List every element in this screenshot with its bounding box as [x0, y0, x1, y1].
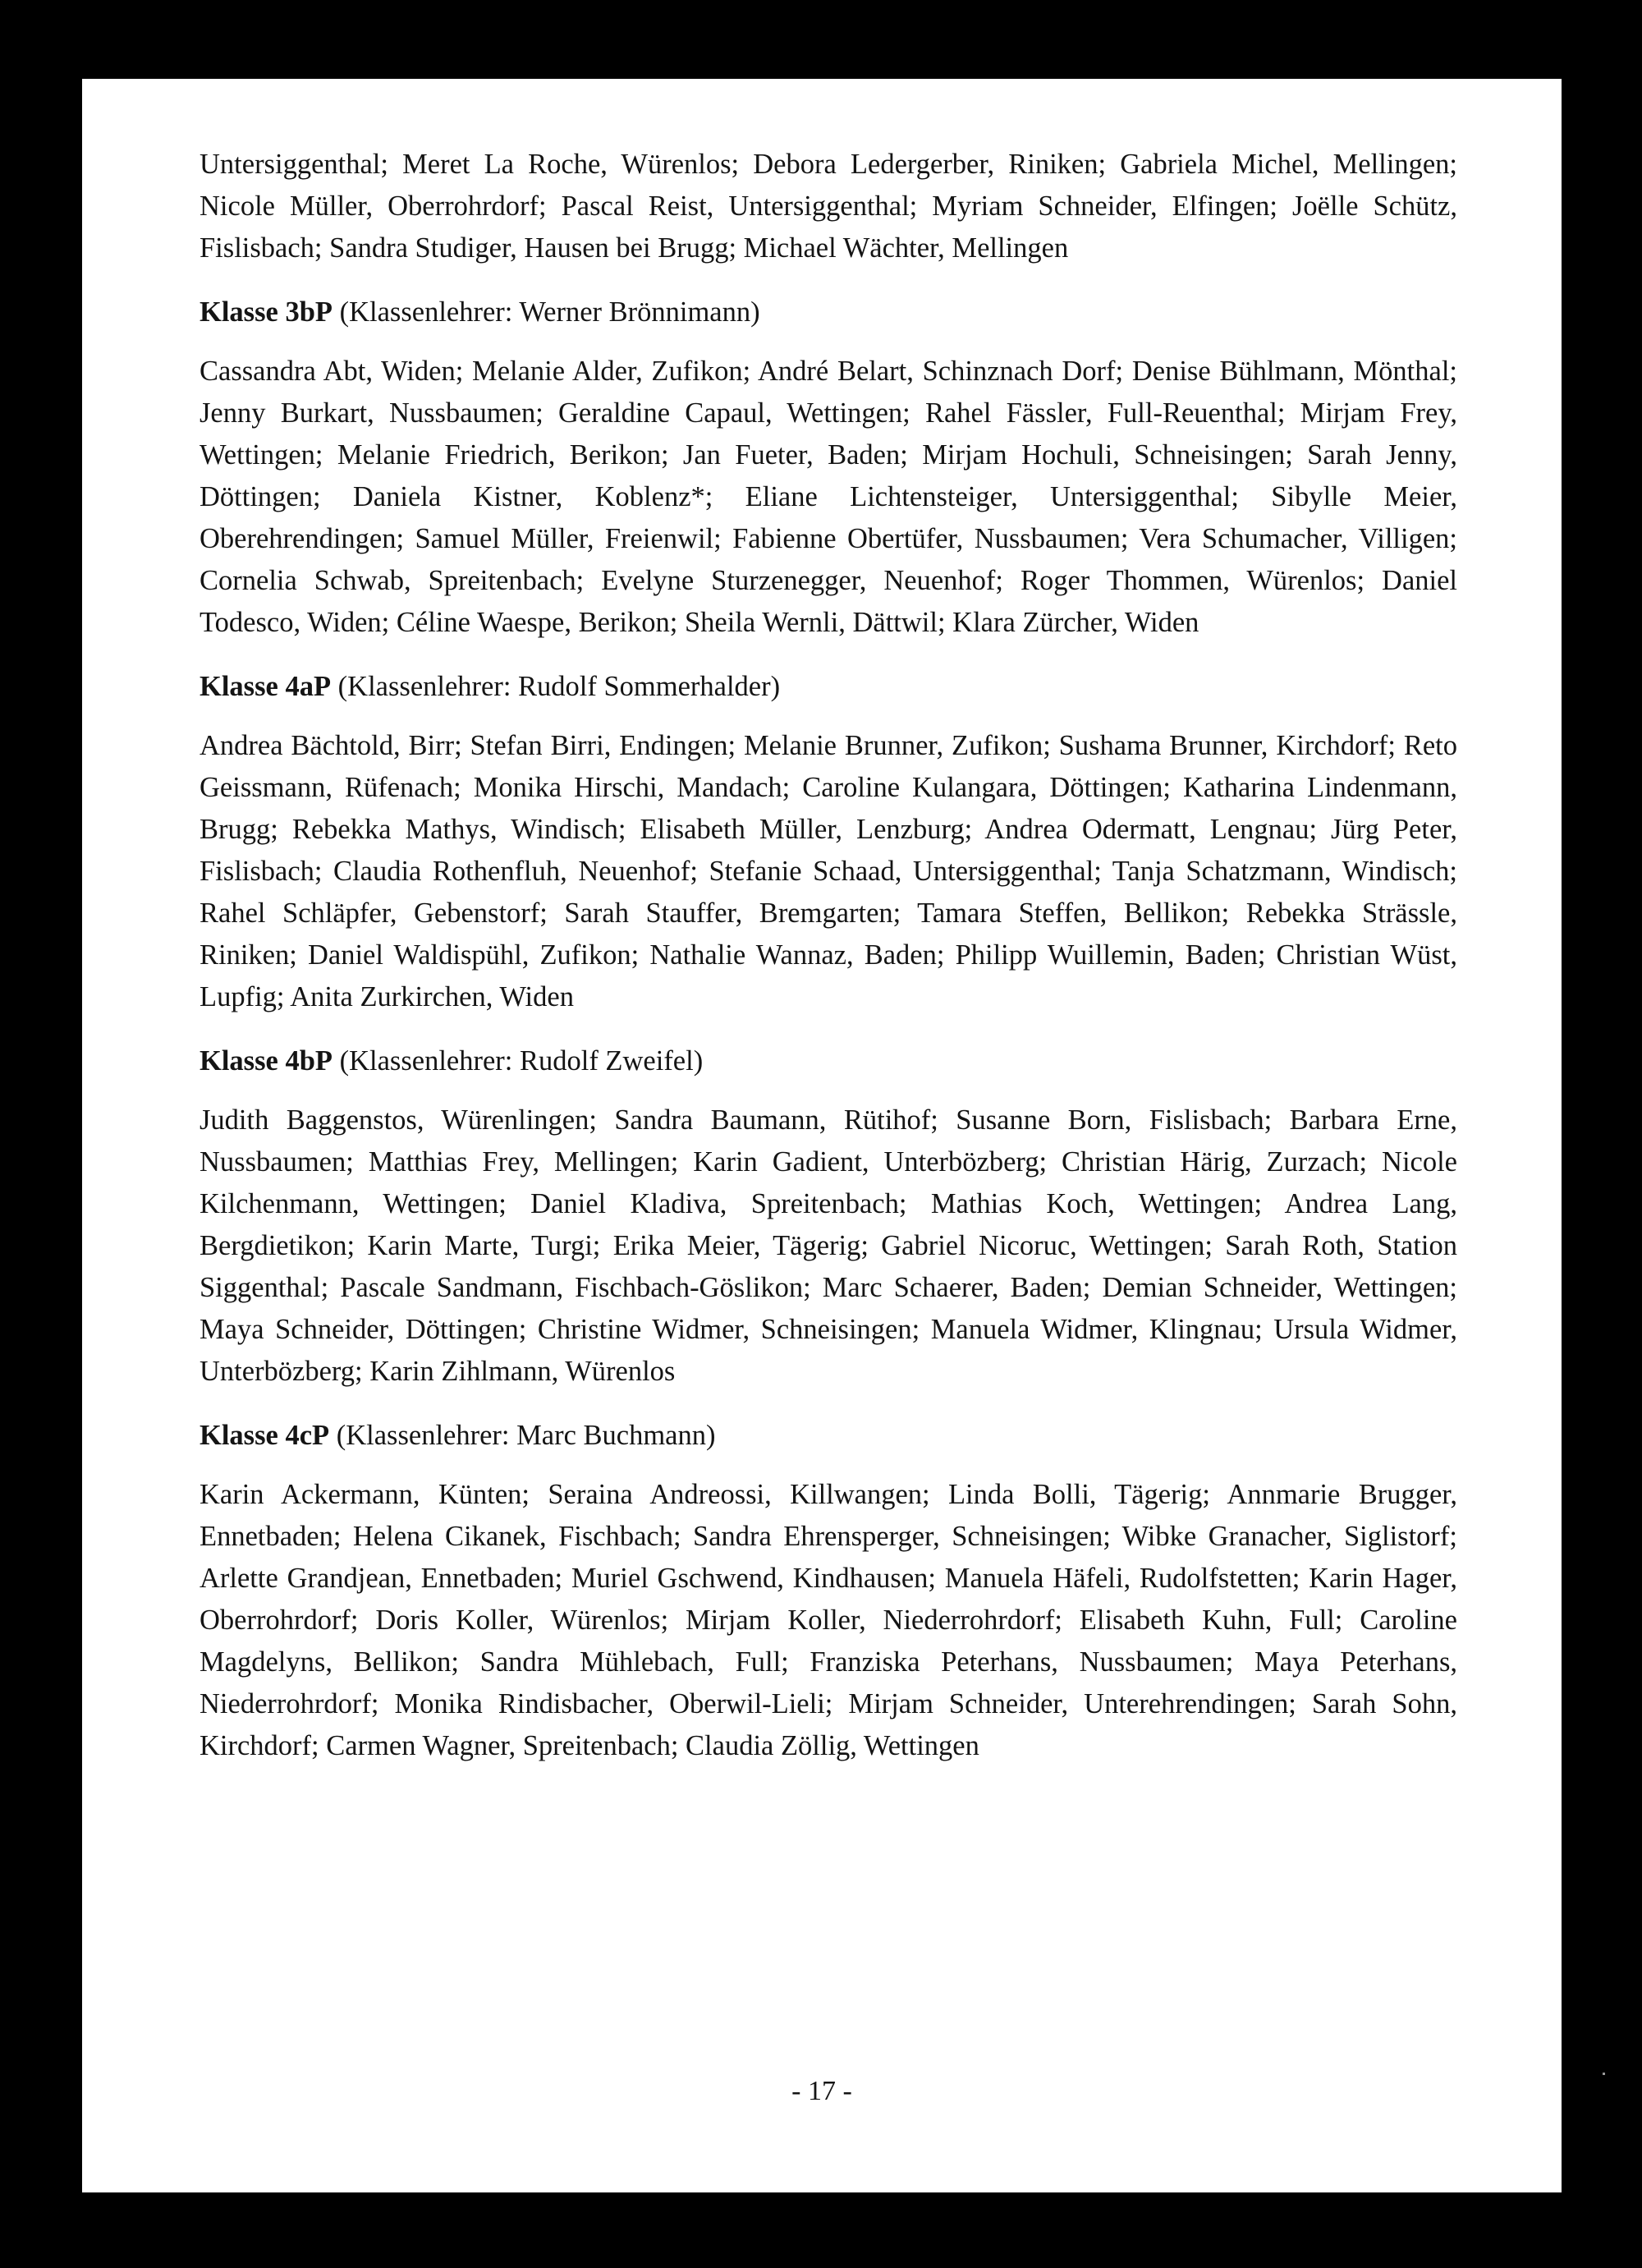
class-4bp-students: Judith Baggenstos, Würenlingen; Sandra Baumann, Rütihof; Susanne Born, Fislisbach; Barbara Erne, Nussbaumen; Matthias Frey, Mellingen; Karin Gadient, Unterbözberg; Christian Härig, Zurzach; Nicole Kilchenmann, Wettingen; Daniel Kladiva, Spreitenbach; Mathias Koch, Wettingen; Andrea Lang, Bergdietikon; Karin Marte, Turgi; Erika Meier, Tägerig; Gabriel Nicoruc, Wettingen; Sarah Roth, Station Siggenthal; Pascale Sandmann, Fischbach-Göslikon; Marc Schaerer, Baden; Demian Schneider, Wettingen; Maya Schneider, Döttingen; Christine Widmer, Schneisingen; Manuela Widmer, Klingnau; Ursula Widmer, Unterbözberg; Karin Zihlmann, Würenlos: [200, 1104, 1457, 1387]
class-name: Klasse 4bP: [200, 1045, 333, 1077]
class-teacher: (Klassenlehrer: Werner Brönnimann): [339, 296, 760, 328]
class-4bp-heading: [200, 1040, 1457, 1082]
class-3bp-students: Cassandra Abt, Widen; Melanie Alder, Zufikon; André Belart, Schinznach Dorf; Denise Bühlmann, Mönthal; Jenny Burkart, Nussbaumen; Geraldine Capaul, Wettingen; Rahel Fässler, Full-Reuenthal; Mirjam Frey, Wettingen; Melanie Friedrich, Berikon; Jan Fueter, Baden; Mirjam Hochuli, Schneisingen; Sarah Jenny, Döttingen; Daniela Kistner, Koblenz*; Eliane Lichtensteiger, Untersiggenthal; Sibylle Meier, Oberehrendingen; Samuel Müller, Freienwil; Fabienne Obertüfer, Nussbaumen; Vera Schumacher, Villigen; Cornelia Schwab, Spreitenbach; Evelyne Sturzenegger, Neuenhof; Roger Thommen, Würenlos; Daniel Todesco, Widen; Céline Waespe, Berikon; Sheila Wernli, Dättwil; Klara Zürcher, Widen: [200, 356, 1457, 638]
class-4cp-heading: [200, 1415, 1457, 1457]
page-content: [200, 144, 1457, 1767]
class-teacher: (Klassenlehrer: Marc Buchmann): [336, 1420, 716, 1451]
class-4cp-students: Karin Ackermann, Künten; Seraina Andreossi, Killwangen; Linda Bolli, Tägerig; Annmarie Brugger, Ennetbaden; Helena Cikanek, Fischbach; Sandra Ehrensperger, Schneisingen; Wibke Granacher, Siglistorf; Arlette Grandjean, Ennetbaden; Muriel Gschwend, Kindhausen; Manuela Häfeli, Rudolfstetten; Karin Hager, Oberrohrdorf; Doris Koller, Würenlos; Mirjam Koller, Niederrohrdorf; Elisabeth Kuhn, Full; Caroline Magdelyns, Bellikon; Sandra Mühlebach, Full; Franziska Peterhans, Nussbaumen; Maya Peterhans, Niederrohrdorf; Monika Rindisbacher, Oberwil-Lieli; Mirjam Schneider, Unterehrendingen; Sarah Sohn, Kirchdorf; Carmen Wagner, Spreitenbach; Claudia Zöllig, Wettingen: [200, 1479, 1457, 1761]
class-teacher: (Klassenlehrer: Rudolf Zweifel): [339, 1045, 704, 1077]
class-3bp-heading: [200, 292, 1457, 333]
document-page: [82, 79, 1562, 2192]
scan-speck: [1603, 2073, 1605, 2075]
class-name: Klasse 4cP: [200, 1420, 330, 1451]
page-number: - 17 -: [791, 2076, 852, 2106]
class-name: Klasse 4aP: [200, 671, 332, 702]
class-4ap-students: Andrea Bächtold, Birr; Stefan Birri, Endingen; Melanie Brunner, Zufikon; Sushama Brunner, Kirchdorf; Reto Geissmann, Rüfenach; Monika Hirschi, Mandach; Caroline Kulangara, Döttingen; Katharina Lindenmann, Brugg; Rebekka Mathys, Windisch; Elisabeth Müller, Lenzburg; Andrea Odermatt, Lengnau; Jürg Peter, Fislisbach; Claudia Rothenfluh, Neuenhof; Stefanie Schaad, Untersiggenthal; Tanja Schatzmann, Windisch; Rahel Schläpfer, Gebenstorf; Sarah Stauffer, Bremgarten; Tamara Steffen, Bellikon; Rebekka Strässle, Riniken; Daniel Waldispühl, Zufikon; Nathalie Wannaz, Baden; Philipp Wuillemin, Baden; Christian Wüst, Lupfig; Anita Zurkirchen, Widen: [200, 730, 1457, 1012]
class-name: Klasse 3bP: [200, 296, 333, 328]
class-teacher: (Klassenlehrer: Rudolf Sommerhalder): [337, 671, 781, 702]
intro-paragraph: Untersiggenthal; Meret La Roche, Würenlos; Debora Ledergerber, Riniken; Gabriela Michel, Mellingen; Nicole Müller, Oberrohrdorf; Pascal Reist, Untersiggenthal; Myriam Schneider, Elfingen; Joëlle Schütz, Fislisbach; Sandra Studiger, Hausen bei Brugg; Michael Wächter, Mellingen: [200, 149, 1457, 264]
class-4ap-heading: [200, 666, 1457, 708]
